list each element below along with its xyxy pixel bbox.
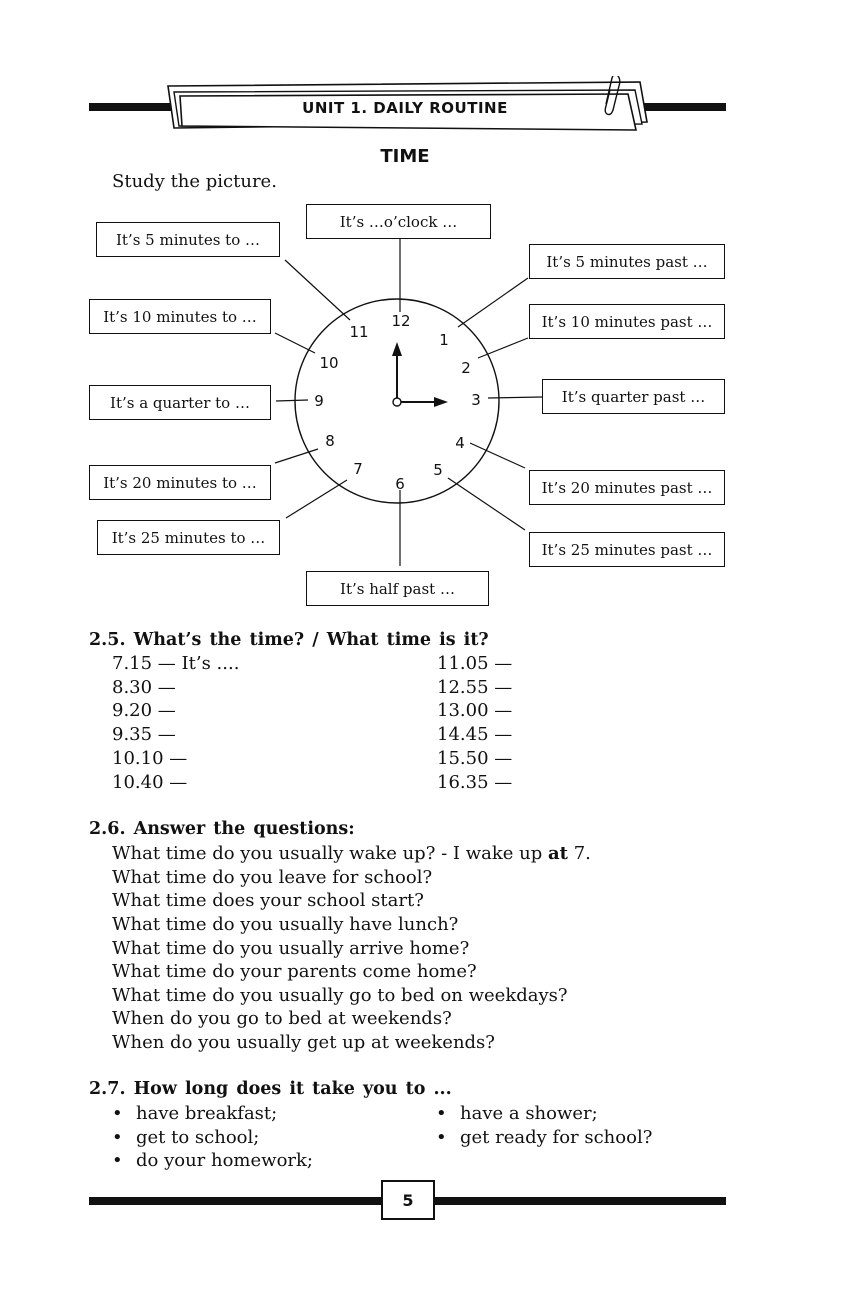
clock-hands	[392, 342, 448, 407]
clock-center	[393, 398, 401, 406]
ex26-question-2: What time do you leave for school?	[112, 867, 433, 888]
ex26-question-8: When do you go to bed at weekends?	[112, 1008, 452, 1029]
ex27-title: 2.7. How long does it take you to ...	[89, 1079, 452, 1099]
ex25-left-2: 8.30 —	[112, 677, 176, 698]
section-title: TIME	[380, 146, 430, 167]
ex27-left-1: • have breakfast;	[136, 1103, 277, 1124]
ex25-right-1: 11.05 —	[437, 653, 513, 674]
clock-number-5: 5	[433, 461, 443, 479]
ex27-left-2: • get to school;	[136, 1127, 259, 1148]
ex25-title: 2.5. What’s the time? / What time is it?	[89, 630, 489, 650]
clock-number-4: 4	[455, 434, 465, 452]
ex27-right-2: • get ready for school?	[460, 1127, 652, 1148]
ex25-left-3: 9.20 —	[112, 700, 176, 721]
label-25-to: It’s 25 minutes to …	[97, 520, 280, 555]
clock-number-3: 3	[471, 391, 481, 409]
ex25-right-5: 15.50 —	[437, 748, 513, 769]
ex26-question-5: What time do you usually arrive home?	[112, 938, 470, 959]
ex26-question-3: What time does your school start?	[112, 890, 424, 911]
ex26-q1-bold: at	[547, 843, 568, 864]
clock-number-1: 1	[439, 331, 449, 349]
label-quarter-to: It’s a quarter to …	[89, 385, 271, 420]
ex26-question-7: What time do you usually go to bed on weekdays?	[112, 985, 568, 1006]
ex27-right-1: • have a shower;	[460, 1103, 598, 1124]
label-25-past: It’s 25 minutes past …	[529, 532, 725, 567]
unit-title: UNIT 1. DAILY ROUTINE	[302, 99, 508, 117]
clock-number-9: 9	[314, 392, 324, 410]
label-5-to: It’s 5 minutes to …	[96, 222, 280, 257]
label-quarter-past: It’s quarter past …	[542, 379, 725, 414]
label-half-past: It’s half past …	[306, 571, 489, 606]
ex26-question-1	[112, 843, 591, 864]
clock-number-2: 2	[461, 359, 471, 377]
ex26-q1-text: What time do you usually wake up? - I wake up	[112, 843, 548, 864]
clock-number-7: 7	[353, 460, 363, 478]
clock-number-10: 10	[319, 354, 339, 372]
clock-number-8: 8	[325, 432, 335, 450]
clock-number-11: 11	[349, 323, 369, 341]
ex26-question-4: What time do you usually have lunch?	[112, 914, 459, 935]
clock-number-6: 6	[395, 475, 405, 493]
page-number: 5	[381, 1180, 435, 1220]
ex26-title: 2.6. Answer the questions:	[89, 819, 355, 839]
ex25-left-6: 10.40 —	[112, 772, 188, 793]
ex25-right-3: 13.00 —	[437, 700, 513, 721]
label-10-past: It’s 10 minutes past …	[529, 304, 725, 339]
ex25-left-1: 7.15 — It’s ....	[112, 653, 240, 674]
ex26-q1-end: 7.	[567, 843, 591, 864]
ex26-question-6: What time do your parents come home?	[112, 961, 477, 982]
label-20-past: It’s 20 minutes past …	[529, 470, 725, 505]
clock-number-12: 12	[391, 312, 411, 330]
label-20-to: It’s 20 minutes to …	[89, 465, 271, 500]
section-intro: Study the picture.	[112, 171, 277, 192]
label-10-to: It’s 10 minutes to …	[89, 299, 271, 334]
ex27-left-3: • do your homework;	[136, 1150, 313, 1171]
ex25-right-2: 12.55 —	[437, 677, 513, 698]
ex25-right-4: 14.45 —	[437, 724, 513, 745]
ex25-left-4: 9.35 —	[112, 724, 176, 745]
ex25-right-6: 16.35 —	[437, 772, 513, 793]
label-5-past: It’s 5 minutes past …	[529, 244, 725, 279]
label-oclock: It’s …o’clock …	[306, 204, 491, 239]
ex25-left-5: 10.10 —	[112, 748, 188, 769]
ex26-question-9: When do you usually get up at weekends?	[112, 1032, 495, 1053]
